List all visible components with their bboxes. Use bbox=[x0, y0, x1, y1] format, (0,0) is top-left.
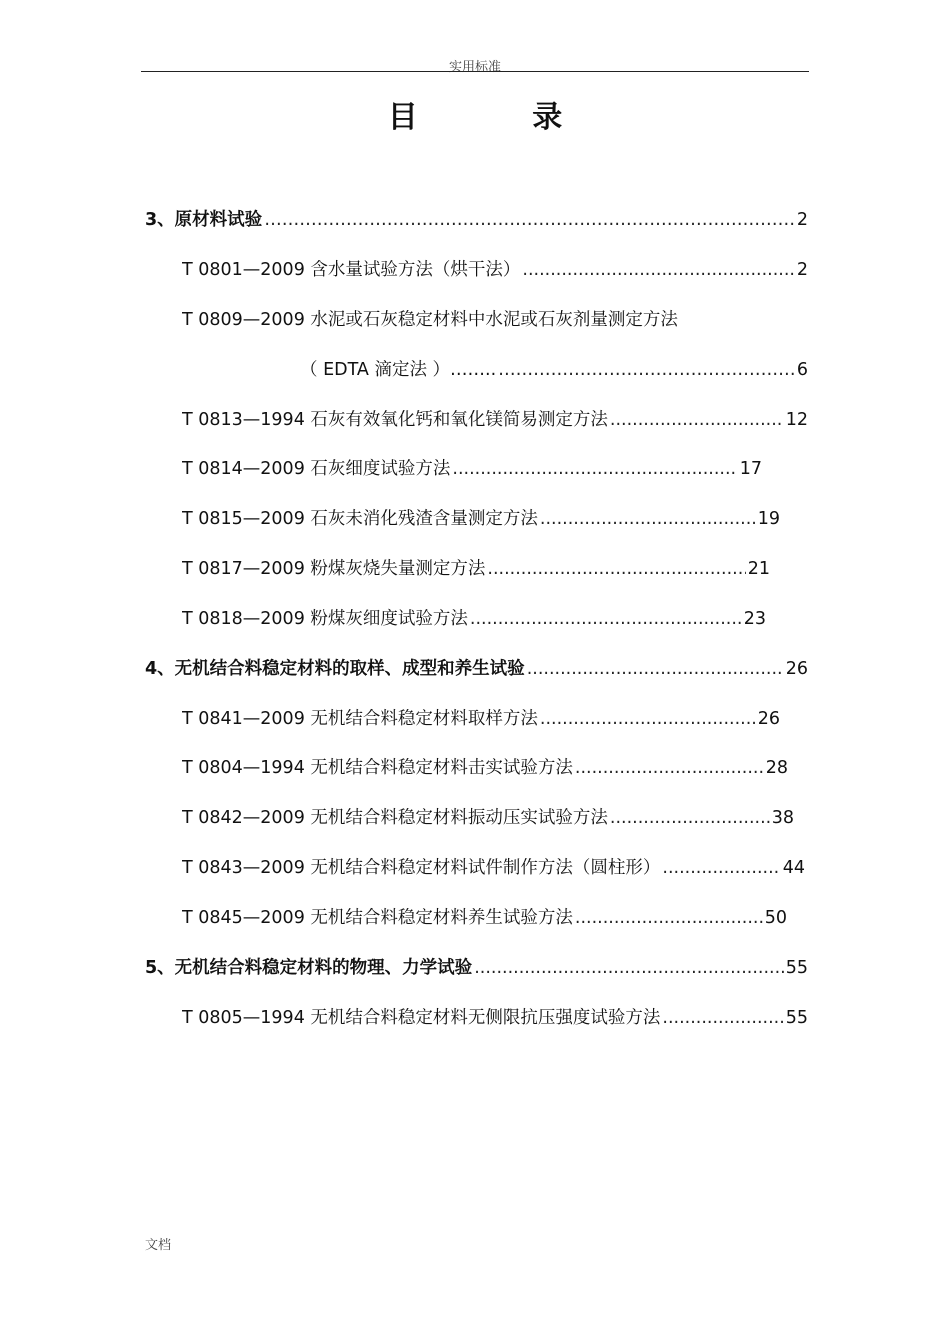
toc-entry[interactable] bbox=[182, 456, 762, 482]
page-footer-text: 文档 bbox=[145, 1238, 172, 1253]
toc-dot-leader bbox=[474, 955, 784, 981]
toc-entry[interactable] bbox=[145, 955, 808, 981]
toc-dot-leader bbox=[487, 556, 745, 582]
toc-page-number: 17 bbox=[739, 459, 762, 479]
toc-entry-title: 3、原材料试验 bbox=[145, 210, 263, 230]
toc-entry-title: T 0809—2009 水泥或石灰稳定材料中水泥或石灰剂量测定方法 bbox=[182, 310, 678, 330]
toc-page-number: 19 bbox=[757, 509, 780, 529]
toc-entry-title: T 0801—2009 含水量试验方法（烘干法） bbox=[182, 260, 521, 280]
toc-entry-title: T 0815—2009 石灰未消化残渣含量测定方法 bbox=[182, 509, 538, 529]
toc-entry-title: T 0817—2009 粉煤灰烧失量测定方法 bbox=[182, 559, 486, 579]
toc-dot-leader bbox=[522, 257, 794, 283]
toc-entry[interactable] bbox=[182, 556, 770, 582]
toc-entry[interactable] bbox=[182, 1005, 808, 1031]
toc-entry[interactable] bbox=[145, 656, 808, 682]
toc-entry[interactable] bbox=[182, 805, 794, 831]
toc-page-number: 2 bbox=[796, 260, 808, 280]
toc-page-number: 55 bbox=[785, 1008, 808, 1028]
toc-dot-leader bbox=[470, 606, 742, 632]
toc-page-number: 23 bbox=[743, 609, 766, 629]
toc-entry[interactable] bbox=[182, 307, 808, 333]
toc-entry-title: T 0843—2009 无机结合料稳定材料试件制作方法（圆柱形） bbox=[182, 858, 661, 878]
toc-entry-title: T 0818—2009 粉煤灰细度试验方法 bbox=[182, 609, 468, 629]
toc-entry-title: 5、无机结合料稳定材料的物理、力学试验 bbox=[145, 958, 473, 978]
toc-page-number: 55 bbox=[785, 958, 808, 978]
toc-entry-title: T 0805—1994 无机结合料稳定材料无侧限抗压强度试验方法 bbox=[182, 1008, 661, 1028]
toc-page-number: 26 bbox=[757, 709, 780, 729]
toc-entry-title: T 0804—1994 无机结合料稳定材料击实试验方法 bbox=[182, 758, 573, 778]
toc-entry[interactable] bbox=[182, 905, 787, 931]
toc-entry[interactable] bbox=[182, 506, 780, 532]
toc-dot-leader bbox=[610, 805, 770, 831]
toc-entry-title: T 0845—2009 无机结合料稳定材料养生试验方法 bbox=[182, 908, 573, 928]
toc-dot-leader bbox=[662, 855, 780, 881]
toc-entry[interactable] bbox=[182, 407, 808, 433]
toc-entry[interactable] bbox=[182, 855, 805, 881]
toc-dot-leader bbox=[540, 706, 756, 732]
toc-page-number: 26 bbox=[785, 659, 808, 679]
header-divider bbox=[141, 71, 809, 72]
toc-page-number: 38 bbox=[771, 808, 794, 828]
toc-entry[interactable] bbox=[182, 755, 788, 781]
toc-entry-title: T 0842—2009 无机结合料稳定材料振动压实试验方法 bbox=[182, 808, 608, 828]
toc-dot-leader bbox=[264, 207, 795, 233]
toc-dot-leader bbox=[540, 506, 756, 532]
toc-dot-leader bbox=[498, 357, 795, 383]
toc-entry-title: （ EDTA 滴定法 ）…….. bbox=[300, 360, 497, 380]
toc-page-number: 2 bbox=[796, 210, 808, 230]
toc-entry-title: 4、无机结合料稳定材料的取样、成型和养生试验 bbox=[145, 659, 525, 679]
toc-page-number: 21 bbox=[747, 559, 770, 579]
toc-page-number: 6 bbox=[796, 360, 808, 380]
toc-entry[interactable] bbox=[182, 606, 766, 632]
toc-entry[interactable] bbox=[182, 706, 780, 732]
toc-entry[interactable] bbox=[300, 357, 808, 383]
toc-dot-leader bbox=[662, 1005, 783, 1031]
toc-dot-leader bbox=[610, 407, 784, 433]
toc-dot-leader bbox=[575, 905, 763, 931]
toc-entry-title: T 0813—1994 石灰有效氧化钙和氧化镁简易测定方法 bbox=[182, 410, 608, 430]
page-header-text: 实用标准 bbox=[448, 60, 501, 75]
toc-dot-leader bbox=[527, 656, 784, 682]
toc-entry-title: T 0814—2009 石灰细度试验方法 bbox=[182, 459, 451, 479]
page-title: 目 录 bbox=[387, 100, 615, 135]
toc-entry[interactable] bbox=[182, 257, 808, 283]
toc-dot-leader bbox=[452, 456, 737, 482]
toc-page-number: 28 bbox=[765, 758, 788, 778]
toc-page-number: 44 bbox=[782, 858, 805, 878]
toc-page-number: 50 bbox=[764, 908, 787, 928]
toc-dot-leader bbox=[575, 755, 764, 781]
toc-entry-title: T 0841—2009 无机结合料稳定材料取样方法 bbox=[182, 709, 538, 729]
toc-page-number: 12 bbox=[785, 410, 808, 430]
toc-entry[interactable] bbox=[145, 207, 808, 233]
